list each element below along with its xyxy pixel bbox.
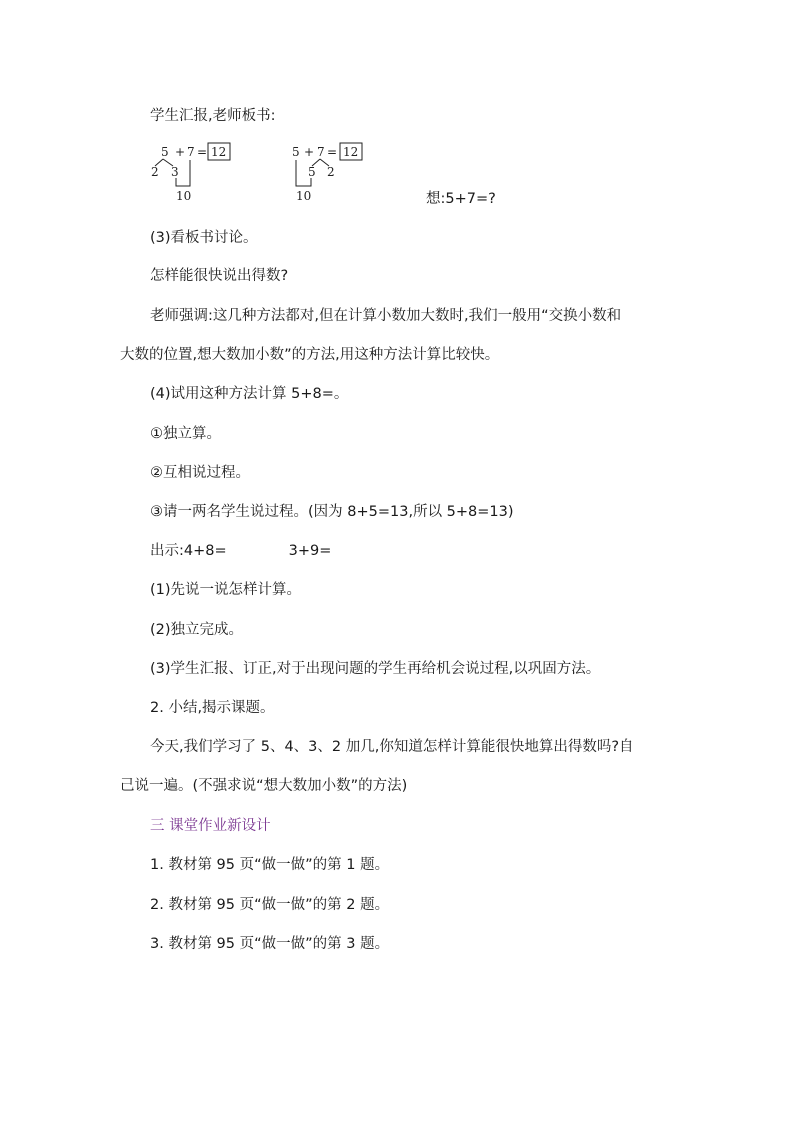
paragraph-today-line2: 己说一遍。(不强求说“想大数加小数”的方法) xyxy=(120,778,408,794)
diagram-right-result: 12 xyxy=(343,145,359,159)
diagram-right-plus: + xyxy=(304,145,315,159)
diagram-right-b: 7 xyxy=(317,145,325,159)
show-line xyxy=(150,542,331,560)
decomposition-diagram-right xyxy=(290,138,410,208)
diagram-right-split2: 2 xyxy=(327,165,335,179)
diagram-right-ten: 10 xyxy=(296,189,312,203)
diagram-left-split2: 3 xyxy=(171,165,179,179)
paragraph-emphasis-line1: 老师强调:这几种方法都对,但在计算小数加大数时,我们一般用“交换小数和 xyxy=(150,308,622,324)
diagram-right-svg xyxy=(290,138,410,208)
diagram-left-b: 7 xyxy=(187,145,195,159)
diagram-left-ten: 10 xyxy=(176,189,192,203)
diagram-right-eq: = xyxy=(327,145,338,159)
homework-item-2: 2. 教材第 95 页“做一做”的第 2 题。 xyxy=(150,897,390,913)
diagram-left-plus: + xyxy=(175,145,186,159)
paragraph-emphasis-line2: 大数的位置,想大数加小数”的方法,用这种方法计算比较快。 xyxy=(120,347,500,363)
show-label: 出示:4+8= xyxy=(150,543,227,559)
diagram-left-result: 12 xyxy=(211,145,227,159)
report-line: 学生汇报,老师板书: xyxy=(150,108,276,124)
homework-item-3: 3. 教材第 95 页“做一做”的第 3 题。 xyxy=(150,936,390,952)
diagram-left-split1: 2 xyxy=(151,165,159,179)
decomposition-diagram-left xyxy=(150,138,270,208)
section-heading: 三 课堂作业新设计 xyxy=(150,818,271,834)
diagram-left-a: 5 xyxy=(161,145,169,159)
show-second: 3+9= xyxy=(288,543,332,559)
step-s2: (2)独立完成。 xyxy=(150,622,244,638)
diagram-right-a: 5 xyxy=(292,145,300,159)
think-note: 想:5+7=? xyxy=(426,191,496,207)
step-s3: (3)学生汇报、订正,对于出现问题的学生再给机会说过程,以巩固方法。 xyxy=(150,661,601,677)
step-s1: (1)先说一说怎样计算。 xyxy=(150,582,302,598)
paragraph-today-line1: 今天,我们学习了 5、4、3、2 加几,你知道怎样计算能很快地算出得数吗?自 xyxy=(150,739,634,755)
paragraph-p4: (4)试用这种方法计算 5+8=。 xyxy=(150,386,349,402)
paragraph-p3: (3)看板书讨论。 xyxy=(150,230,258,246)
diagram-right-split1: 5 xyxy=(308,165,316,179)
step-c1: ①独立算。 xyxy=(150,426,221,442)
diagram-left-eq: = xyxy=(197,145,208,159)
homework-item-1: 1. 教材第 95 页“做一做”的第 1 题。 xyxy=(150,857,390,873)
diagram-left-svg xyxy=(150,138,270,208)
step-c3: ③请一两名学生说过程。(因为 8+5=13,所以 5+8=13) xyxy=(150,504,514,520)
paragraph-question: 怎样能很快说出得数? xyxy=(150,268,289,284)
step-c2: ②互相说过程。 xyxy=(150,465,250,481)
summary-line: 2. 小结,揭示课题。 xyxy=(150,700,275,716)
